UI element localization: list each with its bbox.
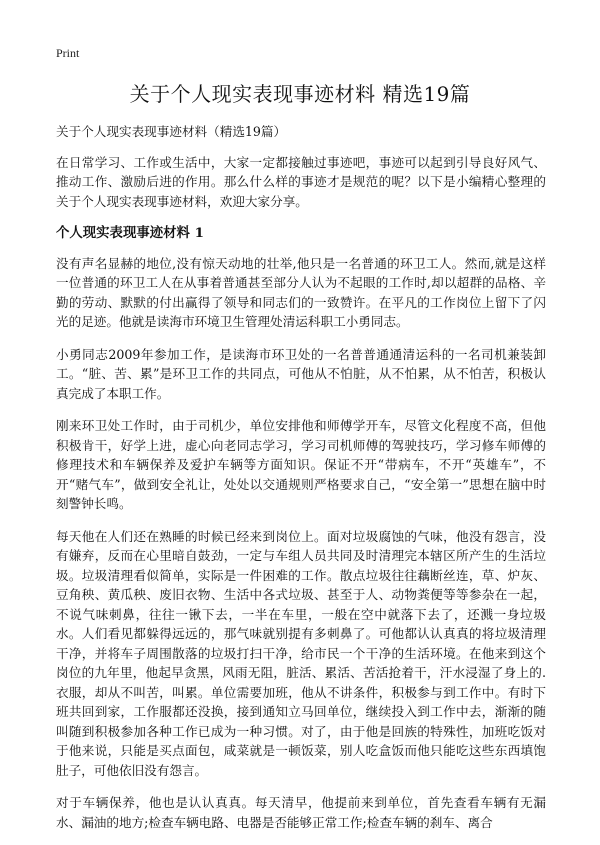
body-paragraph: 每天他在人们还在熟睡的时候已经来到岗位上。面对垃圾腐蚀的气味，他没有怨言，没有嫌弃，反而在心里暗自鼓劲，一定与车组人员共同及时清理完本辖区所产生的生活垃圾。垃圾清理看似简单，实际是一件困难的工作。散点垃圾往往藕断丝连，草、炉灰、豆角秧、黄瓜秧、废旧衣物、生活中各式垃圾、甚至于人、动物粪便等等参杂在一起，不说气味刺鼻，往往一锹下去，一半在车里，一般在空中就落下去了，还溅一身垃圾水。人们看见都躲得远远的，那气味就别提有多刺鼻了。可他都认认真真的将垃圾清理干净，并将车子周围散落的垃圾打扫干净，给市民一个干净的生活环境。在他来到这个岗位的九年里，他起早贪黑，风雨无阻，脏活、累活、苦活抢着干，汗水浸湿了身上的.衣服，却从不叫苦，叫累。单位需要加班，他从不讲条件，积极参与到工作中。有时下班共回到家，工作服都还没换，接到通知立马回单位，继续投入到工作中去，渐渐的随叫随到积极参加各种工作已成为一种习惯。对了，由于他是回族的特殊性，加班吃饭对于他来说，只能是买点面包，咸菜就是一顿饭菜，别人吃盒饭而他只能吃这些东西填饱肚子，可他依旧没有怨言。 <box>56 528 546 778</box>
document-title: 关于个人现实表现事迹材料 精选19篇 <box>129 82 471 106</box>
document-body <box>56 122 546 845</box>
body-paragraph: 对于车辆保养，他也是认认真真。每天清早，他提前来到单位，首先查看车辆有无漏水、漏油的地方;检查车辆电路、电器是否能够正常工作;检查车辆的刹车、离合 <box>56 795 546 830</box>
print-label: Print <box>56 46 80 60</box>
intro-paragraph: 在日常学习、工作或生活中，大家一定都接触过事迹吧，事迹可以起到引导良好风气、推动工作、激励后进的作用。那么什么样的事迹才是规范的呢？以下是小编精心整理的关于个人现实表现事迹材料，欢迎大家分享。 <box>56 154 546 209</box>
body-paragraph: 刚来环卫处工作时，由于司机少，单位安排他和师傅学开车，尽管文化程度不高，但他积极肯干，好学上进，虚心向老同志学习，学习司机师傅的驾驶技巧，学习修车师傅的修理技术和车辆保养及爱护车辆等方面知识。保证不开“带病车，不开“英雄车”，不开“赌气车”，做到安全礼让，处处以交通规则严格要求自己，“安全第一”思想在脑中时刻警钟长鸣。 <box>56 418 546 511</box>
section-heading: 个人现实表现事迹材料 1 <box>56 225 204 241</box>
body-paragraph: 小勇同志2009年参加工作，是读海市环卫处的一名普普通通清运科的一名司机兼装卸工。“脏、苦、累”是环卫工作的共同点，可他从不怕脏，从不怕累，从不怕苦，积极认真完成了本职工作。 <box>56 346 546 401</box>
document-subtitle: 关于个人现实表现事迹材料（精选19篇） <box>56 124 287 139</box>
body-paragraph: 没有声名显赫的地位,没有惊天动地的壮举,他只是一名普通的环卫工人。然而,就是这样一位普通的环卫工人在从事着普通甚至部分人认为不起眼的工作时,却以超群的品格、辛勤的劳动、默默的付出赢得了领导和同志们的一致赞许。在平凡的工作岗位上留下了闪光的足迹。他就是读海市环境卫生管理处清运科职工小勇同志。 <box>56 255 546 329</box>
